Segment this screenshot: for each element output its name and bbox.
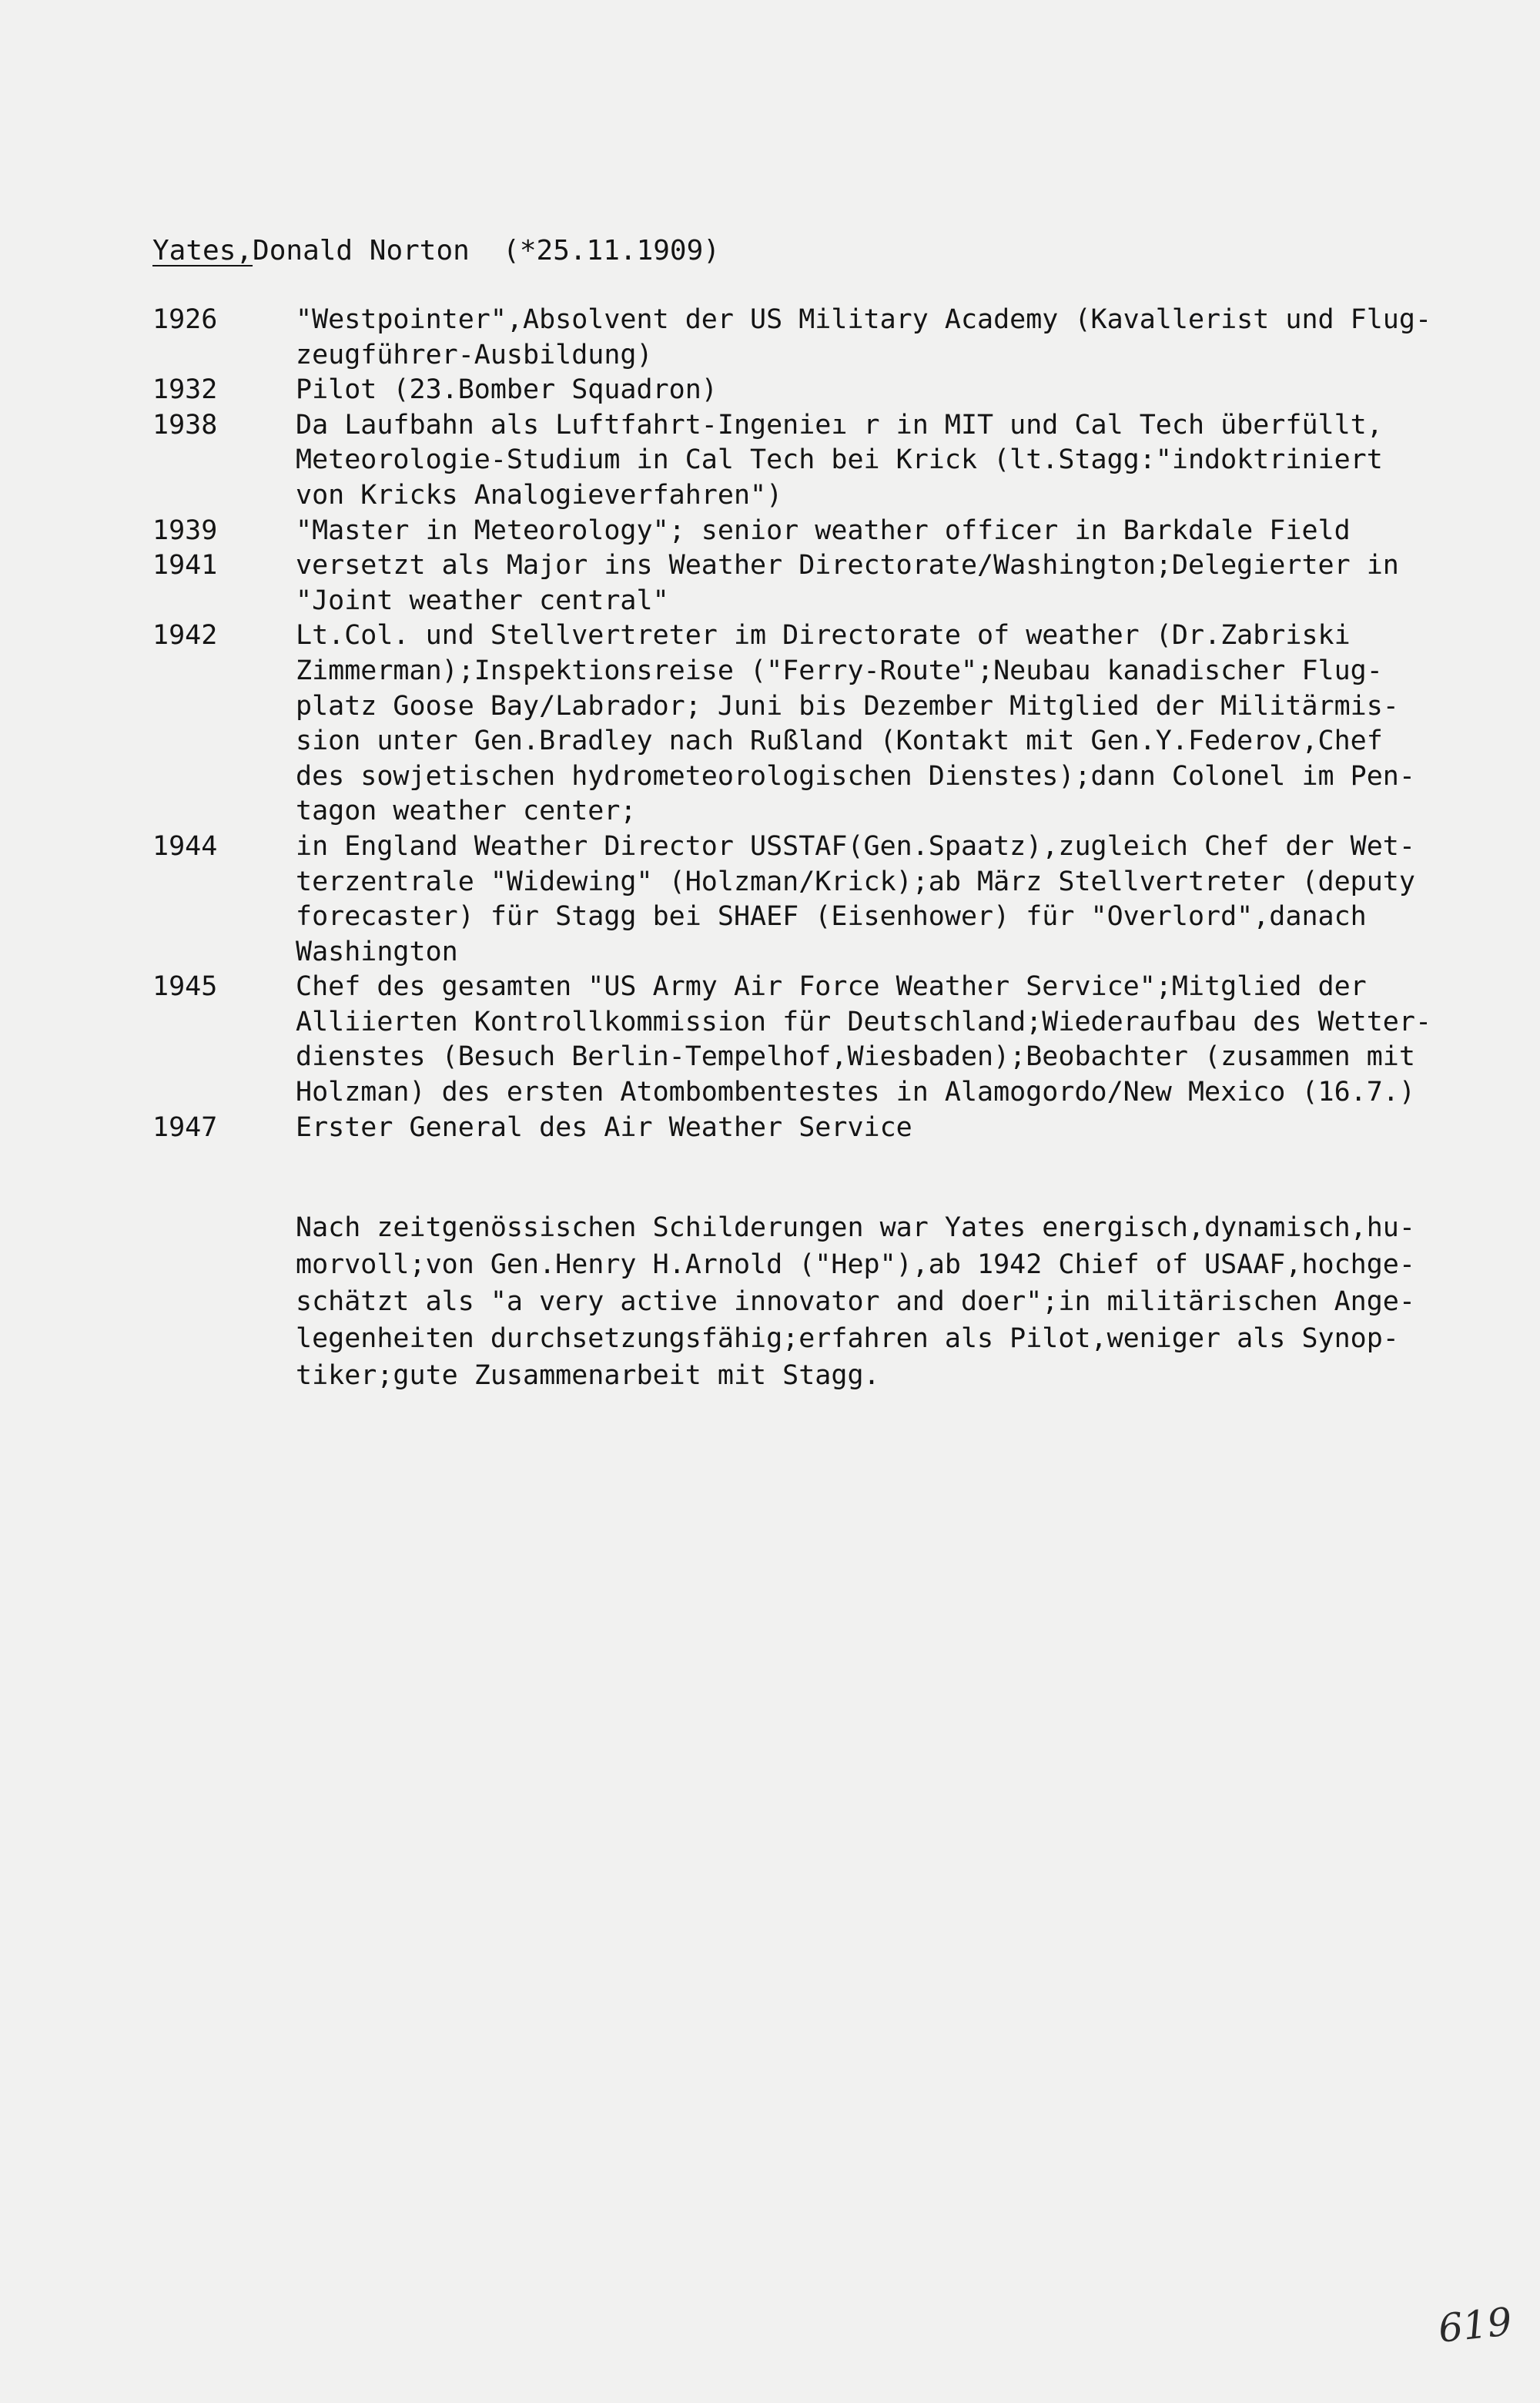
entry-year: 1945 [152,971,218,1003]
entry-text-line: Lt.Col. und Stellvertreter im Directorate of weather (Dr.Zabriski [296,620,1351,652]
entry-year: 1942 [152,620,218,652]
chronology-entry [152,548,1492,618]
entry-text [296,548,1492,618]
entry-year: 1932 [152,374,218,406]
summary-line: legenheiten durchsetzungsfähig;erfahren als Pilot,weniger als Synop- [296,1323,1399,1354]
entry-text-line: Alliierten Kontrollkommission für Deutschland;Wiederaufbau des Wetter- [296,1006,1432,1037]
summary-line: morvoll;von Gen.Henry H.Arnold ("Hep"),ab 1942 Chief of USAAF,hochge- [296,1249,1415,1280]
entry-year: 1926 [152,304,218,335]
entry-text [296,514,1492,549]
entry-text-line: Erster General des Air Weather Service [296,1111,912,1143]
entry-text-line: zeugführer-Ausbildung) [296,339,653,370]
entry-text-line: Chef des gesamten "US Army Air Force Weather Service";Mitglied der [296,971,1367,1003]
entry-text [296,303,1492,373]
entry-text-line: von Kricks Analogieverfahren") [296,479,783,511]
chronology-entry [152,373,1492,408]
entry-text-line: Da Laufbahn als Luftfahrt-Ingenieı r in MIT und Cal Tech überfüllt, [296,409,1383,441]
chronology-list [152,303,1492,1145]
entry-text-line: tagon weather center; [296,796,637,827]
entry-text-line: Meteorologie-Studium in Cal Tech bei Krick (lt.Stagg:"indoktriniert [296,444,1383,476]
summary-line: Nach zeitgenössischen Schilderungen war Yates energisch,dynamisch,hu- [296,1212,1415,1243]
entry-year: 1938 [152,409,218,441]
entry-text-line: "Westpointer",Absolvent der US Military Academy (Kavallerist und Flug- [296,304,1432,335]
entry-text-line: "Joint weather central" [296,585,669,616]
heading-given-names: Donald Norton [253,235,470,266]
entry-text-line: dienstes (Besuch Berlin-Tempelhof,Wiesbaden);Beobachter (zusammen mit [296,1041,1415,1073]
chronology-entry [152,1111,1492,1146]
entry-text-line: sion unter Gen.Bradley nach Rußland (Kontakt mit Gen.Y.Federov,Chef [296,726,1383,757]
handwritten-page-number: 619 [1436,2299,1515,2351]
summary-line: schätzt als "a very active innovator and doer";in militärischen Ange- [296,1286,1415,1317]
entry-text-line: versetzt als Major ins Weather Directorate/Washington;Delegierter in [296,550,1399,581]
summary-paragraph [296,1209,1497,1394]
biography-heading [152,233,720,269]
entry-text-line: in England Weather Director USSTAF(Gen.Spaatz),zugleich Chef der Wet- [296,830,1415,862]
entry-year: 1941 [152,550,218,581]
summary-line: tiker;gute Zusammenarbeit mit Stagg. [296,1360,880,1391]
entry-text-line: Zimmerman);Inspektionsreise ("Ferry-Route";Neubau kanadischer Flug- [296,655,1383,686]
entry-text-line: des sowjetischen hydrometeorologischen Dienstes);dann Colonel im Pen- [296,760,1415,792]
heading-surname: Yates, [152,235,253,266]
entry-text-line: forecaster) für Stagg bei SHAEF (Eisenhower) für "Overlord",danach [296,901,1367,933]
entry-text-line: platz Goose Bay/Labrador; Juni bis Dezember Mitglied der Militärmis- [296,690,1399,722]
entry-text [296,618,1492,829]
entry-text-line: terzentrale "Widewing" (Holzman/Krick);ab März Stellvertreter (deputy [296,866,1415,897]
entry-text [296,970,1492,1110]
entry-text-line: Washington [296,936,458,967]
chronology-entry [152,514,1492,549]
chronology-entry [152,303,1492,373]
entry-text-line: Pilot (23.Bomber Squadron) [296,374,718,406]
chronology-entry [152,970,1492,1110]
entry-year: 1939 [152,514,218,546]
entry-text [296,373,1492,408]
entry-text [296,829,1492,970]
chronology-entry [152,408,1492,514]
chronology-entry [152,618,1492,829]
entry-text [296,408,1492,514]
entry-year: 1947 [152,1111,218,1143]
heading-birth-date: (*25.11.1909) [503,235,720,266]
entry-text-line: "Master in Meteorology"; senior weather officer in Barkdale Field [296,514,1351,546]
entry-text-line: Holzman) des ersten Atombombentestes in Alamogordo/New Mexico (16.7.) [296,1077,1415,1108]
chronology-entry [152,829,1492,970]
entry-text [296,1111,1492,1146]
entry-year: 1944 [152,830,218,862]
